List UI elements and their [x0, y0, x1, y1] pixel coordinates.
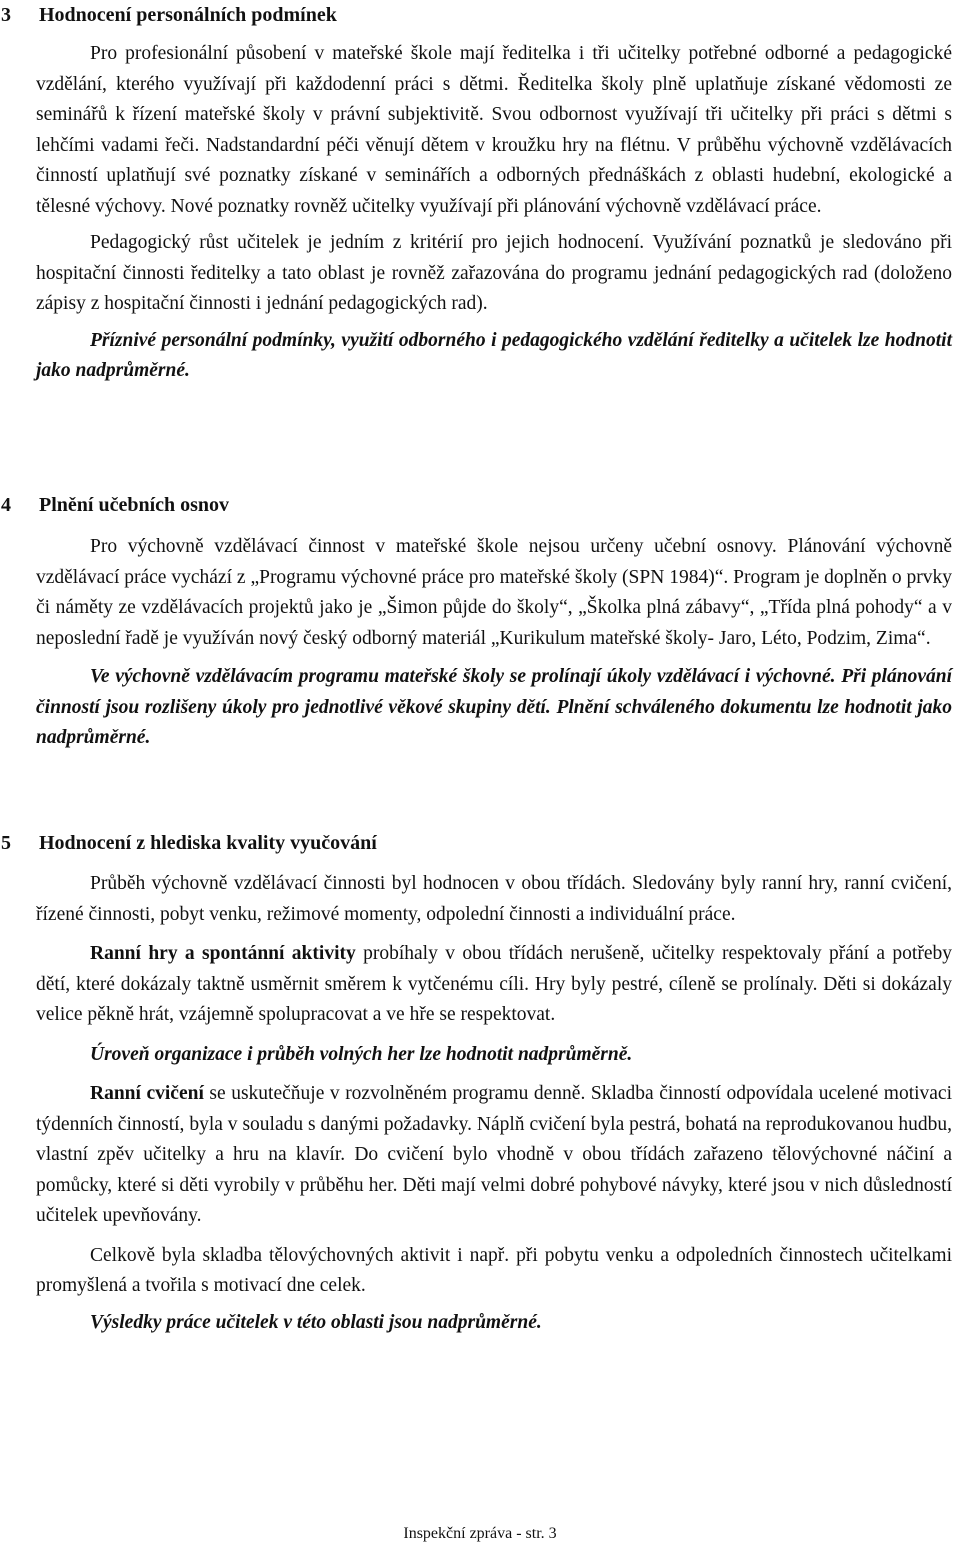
section-3-heading — [0, 0, 940, 31]
section-number: 4 — [1, 494, 11, 516]
paragraph: Celkově byla skladba tělovýchovných aktivit i např. při pobytu venku a odpoledních činnostech učitelkami promyšlená a tvořila s motivací dne celek. — [36, 1244, 952, 1296]
section-number: 3 — [1, 4, 11, 26]
paragraph — [36, 939, 952, 1031]
paragraph — [36, 1079, 952, 1232]
section-conclusion: Ve výchovně vzdělávacím programu mateřské školy se prolínají úkoly vzdělávací i výchovné. Při plánování činností jsou rozlišeny úkoly pro jednotlivé věkové skupiny dětí. Plnění schváleného dokumentu lze hodnotit jako nadprůměrné. — [36, 666, 952, 748]
section-5-heading — [0, 828, 940, 859]
paragraph: Průběh výchovně vzdělávací činnosti byl hodnocen v obou třídách. Sledovány byly ranní hry, ranní cvičení, řízené činnosti, pobyt venku, režimové momenty, odpolední činnosti a individuální práce. — [36, 873, 952, 925]
paragraph: Pedagogický růst učitelek je jedním z kritérií pro jejich hodnocení. Využívání poznatků je sledováno při hospitační činnosti ředitelky a tato oblast je rovněž zařazována do programu jednání pedagogických rad (doloženo zápisy z hospitační činnosti i jednání pedagogických rad). — [36, 232, 952, 314]
section-number: 5 — [1, 832, 11, 854]
section-conclusion: Výsledky práce učitelek v této oblasti jsou nadprůměrné. — [90, 1311, 542, 1333]
section-title: Plnění učebních osnov — [39, 494, 230, 516]
section-title: Hodnocení z hlediska kvality vyučování — [39, 832, 377, 854]
paragraph-lead: Ranní cvičení — [90, 1083, 204, 1104]
section-title: Hodnocení personálních podmínek — [39, 4, 337, 26]
paragraph: Pro profesionální působení v mateřské škole mají ředitelka i tři učitelky potřebné odborné a pedagogické vzdělání, kterého využívají při každodenní práci s dětmi. Ředitelka školy plně uplatňuje získané vědomosti ze seminářů k řízení mateřské školy v právní subjektivitě. Svou odbornost využívají tři učitelky při práci s dětmi s lehčími vadami řeči. Nadstandardní péči věnují dětem v kroužku hry na flétnu. V průběhu výchovně vzdělávacích činností uplatňují své poznatky získané v seminářích a odborných přednáškách z oblasti hudební, ekologické a tělesné výchovy. Nové poznatky rovněž učitelky využívají při plánování výchovně vzdělávací práce. — [36, 43, 952, 217]
section-3-body — [36, 39, 952, 387]
section-conclusion: Příznivé personální podmínky, využití odborného i pedagogického vzdělání ředitelky a učitelek lze hodnotit jako nadprůměrné. — [36, 329, 952, 381]
paragraph-text: probíhaly v obou třídách nerušeně, učitelky respektovaly přání a potřeby dětí, které dokázaly taktně usměrnit směrem k vytčenému cíli. Hry byly pestré, cíleně se prolínaly. Děti si dokázaly velice pěkně hrát, vzájemně spolupracovat a ve hře se respektovat. — [36, 943, 952, 1025]
paragraph-lead: Ranní hry a spontánní aktivity — [90, 943, 356, 964]
section-conclusion: Úroveň organizace i průběh volných her lze hodnotit nadprůměrně. — [90, 1043, 633, 1065]
section-4-body — [36, 532, 952, 754]
paragraph-text: se uskutečňuje v rozvolněném programu denně. Skladba činností odpovídala ucelené motivaci týdenních činností, byla v souladu s danými požadavky. Náplň cvičení byla pestrá, bohatá na reprodukovanou hudbu, vlastní zpěv učitelky a hru na klavír. Do cvičení bylo vhodně v obou třídách zařazeno tělovýchovné náčiní a pomůcky, které si děti vyrobily v průběhu her. Děti mají velmi dobré pohybové návyky, které jsou v nich důsledností učitelek upevňovány. — [36, 1083, 953, 1226]
page-footer: Inspekční zpráva - str. 3 — [403, 1525, 557, 1542]
paragraph: Pro výchovně vzdělávací činnost v mateřské škole nejsou určeny učební osnovy. Plánování výchovně vzdělávací práce vychází z „Programu výchovné práce pro mateřské školy (SPN 1984)“. Program je doplněn o prvky či náměty ze vzdělávacích projektů jako je „Šimon půjde do školy“, „Školka plná zábavy“, „Třída plná pohody“ a v neposlední řadě je využíván nový český odborný materiál „Kurikulum mateřské školy- Jaro, Léto, Podzim, Zima“. — [36, 536, 952, 649]
section-5-body — [36, 869, 952, 1338]
section-4-heading — [0, 490, 940, 521]
